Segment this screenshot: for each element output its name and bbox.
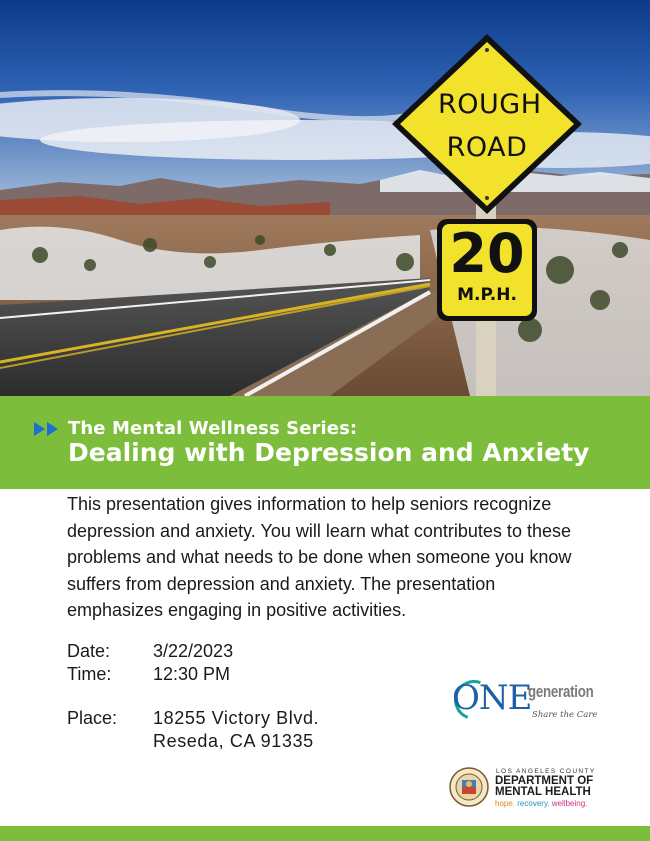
dmh-department-text xyxy=(495,776,593,798)
sign-speed-unit: M.P.H. xyxy=(457,285,517,305)
sign-speed-number: 20 xyxy=(449,222,525,285)
time-value: 12:30 PM xyxy=(153,664,231,684)
onegeneration-logo xyxy=(452,676,602,724)
page-title: Dealing with Depression and Anxiety xyxy=(68,438,590,467)
dmh-line-1: DEPARTMENT OF xyxy=(495,775,594,787)
dmh-tagline xyxy=(495,799,587,808)
double-arrow-icon xyxy=(34,422,60,436)
bottom-accent-bar xyxy=(0,826,650,841)
title-band xyxy=(0,396,650,489)
sign-rough-text: ROUGH xyxy=(438,89,542,120)
dmh-logo xyxy=(449,767,604,811)
place-label: Place: xyxy=(67,708,118,728)
rough-road-scene xyxy=(0,0,650,396)
event-place xyxy=(67,707,319,730)
series-name: The Mental Wellness Series: xyxy=(68,418,358,439)
event-date xyxy=(67,640,233,663)
onegen-generation-text: generation xyxy=(528,682,594,701)
time-label: Time: xyxy=(67,664,112,684)
dmh-tag-recovery: recovery. xyxy=(517,799,550,808)
date-value: 3/22/2023 xyxy=(153,641,234,661)
dmh-tag-wellbeing: wellbeing. xyxy=(551,799,588,808)
county-seal-icon xyxy=(449,767,489,807)
dmh-tag-hope: hope. xyxy=(495,799,516,808)
description-paragraph: This presentation gives information to help seniors recognize depression and anxiety. You will learn what contributes to these problems and what needs to be done when someone you know suffers from depression and anxiety. The presentation emphasizes engaging in positive activities. xyxy=(67,494,572,620)
onegen-one-text: ONE xyxy=(452,678,532,718)
dmh-line-2: MENTAL HEALTH xyxy=(495,786,591,798)
hero-photo xyxy=(0,0,650,396)
dmh-county-text: LOS ANGELES COUNTY xyxy=(496,768,596,775)
place-line-2: Reseda, CA 91335 xyxy=(153,731,314,751)
sign-road-text: ROAD xyxy=(446,132,528,163)
date-label: Date: xyxy=(67,641,111,661)
place-line-1: 18255 Victory Blvd. xyxy=(153,708,320,728)
onegen-tagline: Share the Care xyxy=(532,710,598,720)
event-time xyxy=(67,663,230,686)
